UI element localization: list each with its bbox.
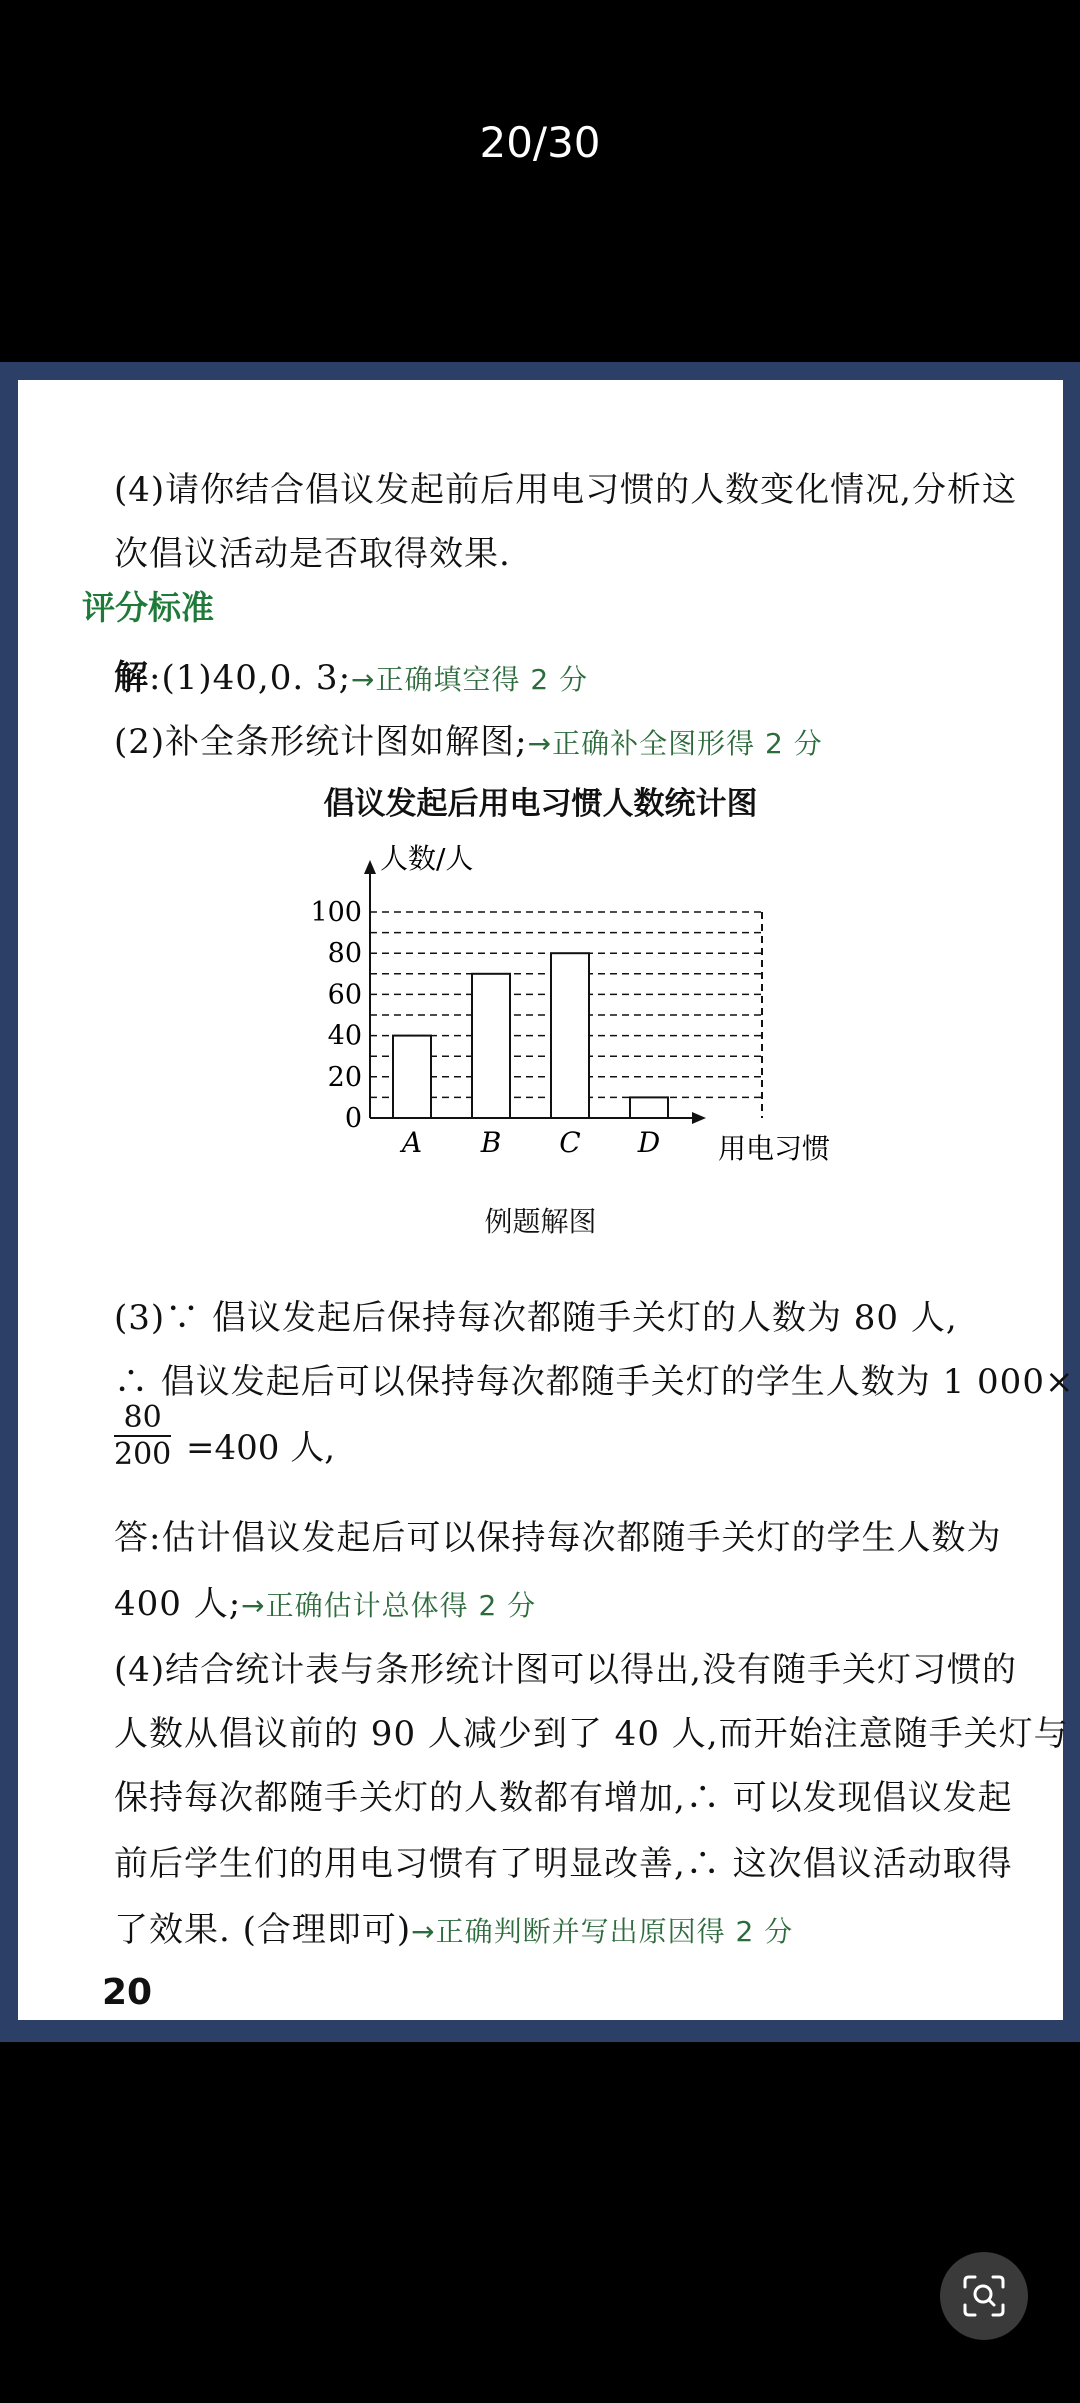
bar-chart [288,838,868,1178]
x-category-labels [399,1126,660,1159]
y-tick-4: 80 [327,938,362,970]
x-axis-label: 用电习惯 [718,1132,831,1165]
solution-2-note: →正确补全图形得 2 分 [527,727,823,760]
fraction-numerator: 80 [114,1400,171,1437]
chart-caption: 例题解图 [484,1205,597,1238]
bar-A [393,1036,431,1118]
chart-title: 倡议发起后用电习惯人数统计图 [323,786,758,822]
solution-4-line-2: 人数从倡议前的 90 人减少到了 40 人,而开始注意随手关灯与 [114,1714,1069,1754]
fraction [114,1400,171,1472]
solution-4-line-3: 保持每次都随手关灯的人数都有增加,∴ 可以发现倡议发起 [114,1778,1013,1818]
answer-line-2-note: →正确估计总体得 2 分 [241,1589,537,1622]
answer-line-2 [114,1576,536,1625]
y-axis-arrow [364,860,376,874]
y-tick-5: 100 [310,897,362,928]
solution-4-line-1: (4)结合统计表与条形统计图可以得出,没有随手关灯习惯的 [114,1650,1017,1690]
answer-line-2-text: 400 人; [114,1584,242,1624]
solution-2-text: (2)补全条形统计图如解图; [114,722,528,762]
category-label-A: A [401,1126,423,1159]
solution-1 [114,650,588,699]
document-frame [0,362,1080,2042]
solution-2 [114,714,823,763]
bar-C [551,953,589,1118]
x-axis-arrow [692,1112,706,1124]
solution-4-line-5-note: →正确判断并写出原因得 2 分 [411,1915,794,1948]
solution-1-note: →正确填空得 2 分 [351,663,589,696]
category-label-C: C [559,1126,581,1159]
solution-3-line-2: ∴ 倡议发起后可以保持每次都随手关灯的学生人数为 1 000× [114,1362,1075,1402]
y-tick-3: 60 [327,979,362,1011]
y-tick-0: 0 [344,1103,362,1134]
page-number: 20 [102,1972,153,2013]
category-label-D: D [637,1126,661,1159]
solution-3-line-1: (3)∵ 倡议发起后保持每次都随手关灯的人数为 80 人, [114,1298,958,1338]
page-counter: 20/30 [479,118,601,167]
solution-4-line-5-text: 了效果. (合理即可) [114,1910,412,1950]
y-tick-1: 20 [327,1061,362,1093]
scoring-heading: 评分标准 [82,588,214,627]
scan-button[interactable] [940,2252,1028,2340]
q4-line-2: 次倡议活动是否取得效果. [114,534,511,574]
fraction-result: =400 人, [186,1428,335,1468]
solution-prefix: 解 [114,658,149,698]
solution-4-line-5 [114,1902,793,1951]
q4-line-1: (4)请你结合倡议发起前后用电习惯的人数变化情况,分析这 [114,470,1017,510]
category-label-B: B [480,1126,502,1159]
solution-1-text: :(1)40,0. 3; [149,658,352,698]
bar-D [630,1097,668,1118]
fraction-denominator: 200 [114,1437,172,1472]
y-axis-label: 人数/人 [380,842,474,875]
answer-line-1: 答:估计倡议发起后可以保持每次都随手关灯的学生人数为 [114,1518,1002,1558]
y-tick-labels [310,897,362,1134]
y-tick-2: 40 [327,1020,362,1052]
bar-B [472,974,510,1118]
solution-4-line-4: 前后学生们的用电习惯有了明显改善,∴ 这次倡议活动取得 [114,1844,1013,1884]
screen-scan-icon [961,2273,1007,2319]
document-page[interactable] [18,380,1075,2020]
